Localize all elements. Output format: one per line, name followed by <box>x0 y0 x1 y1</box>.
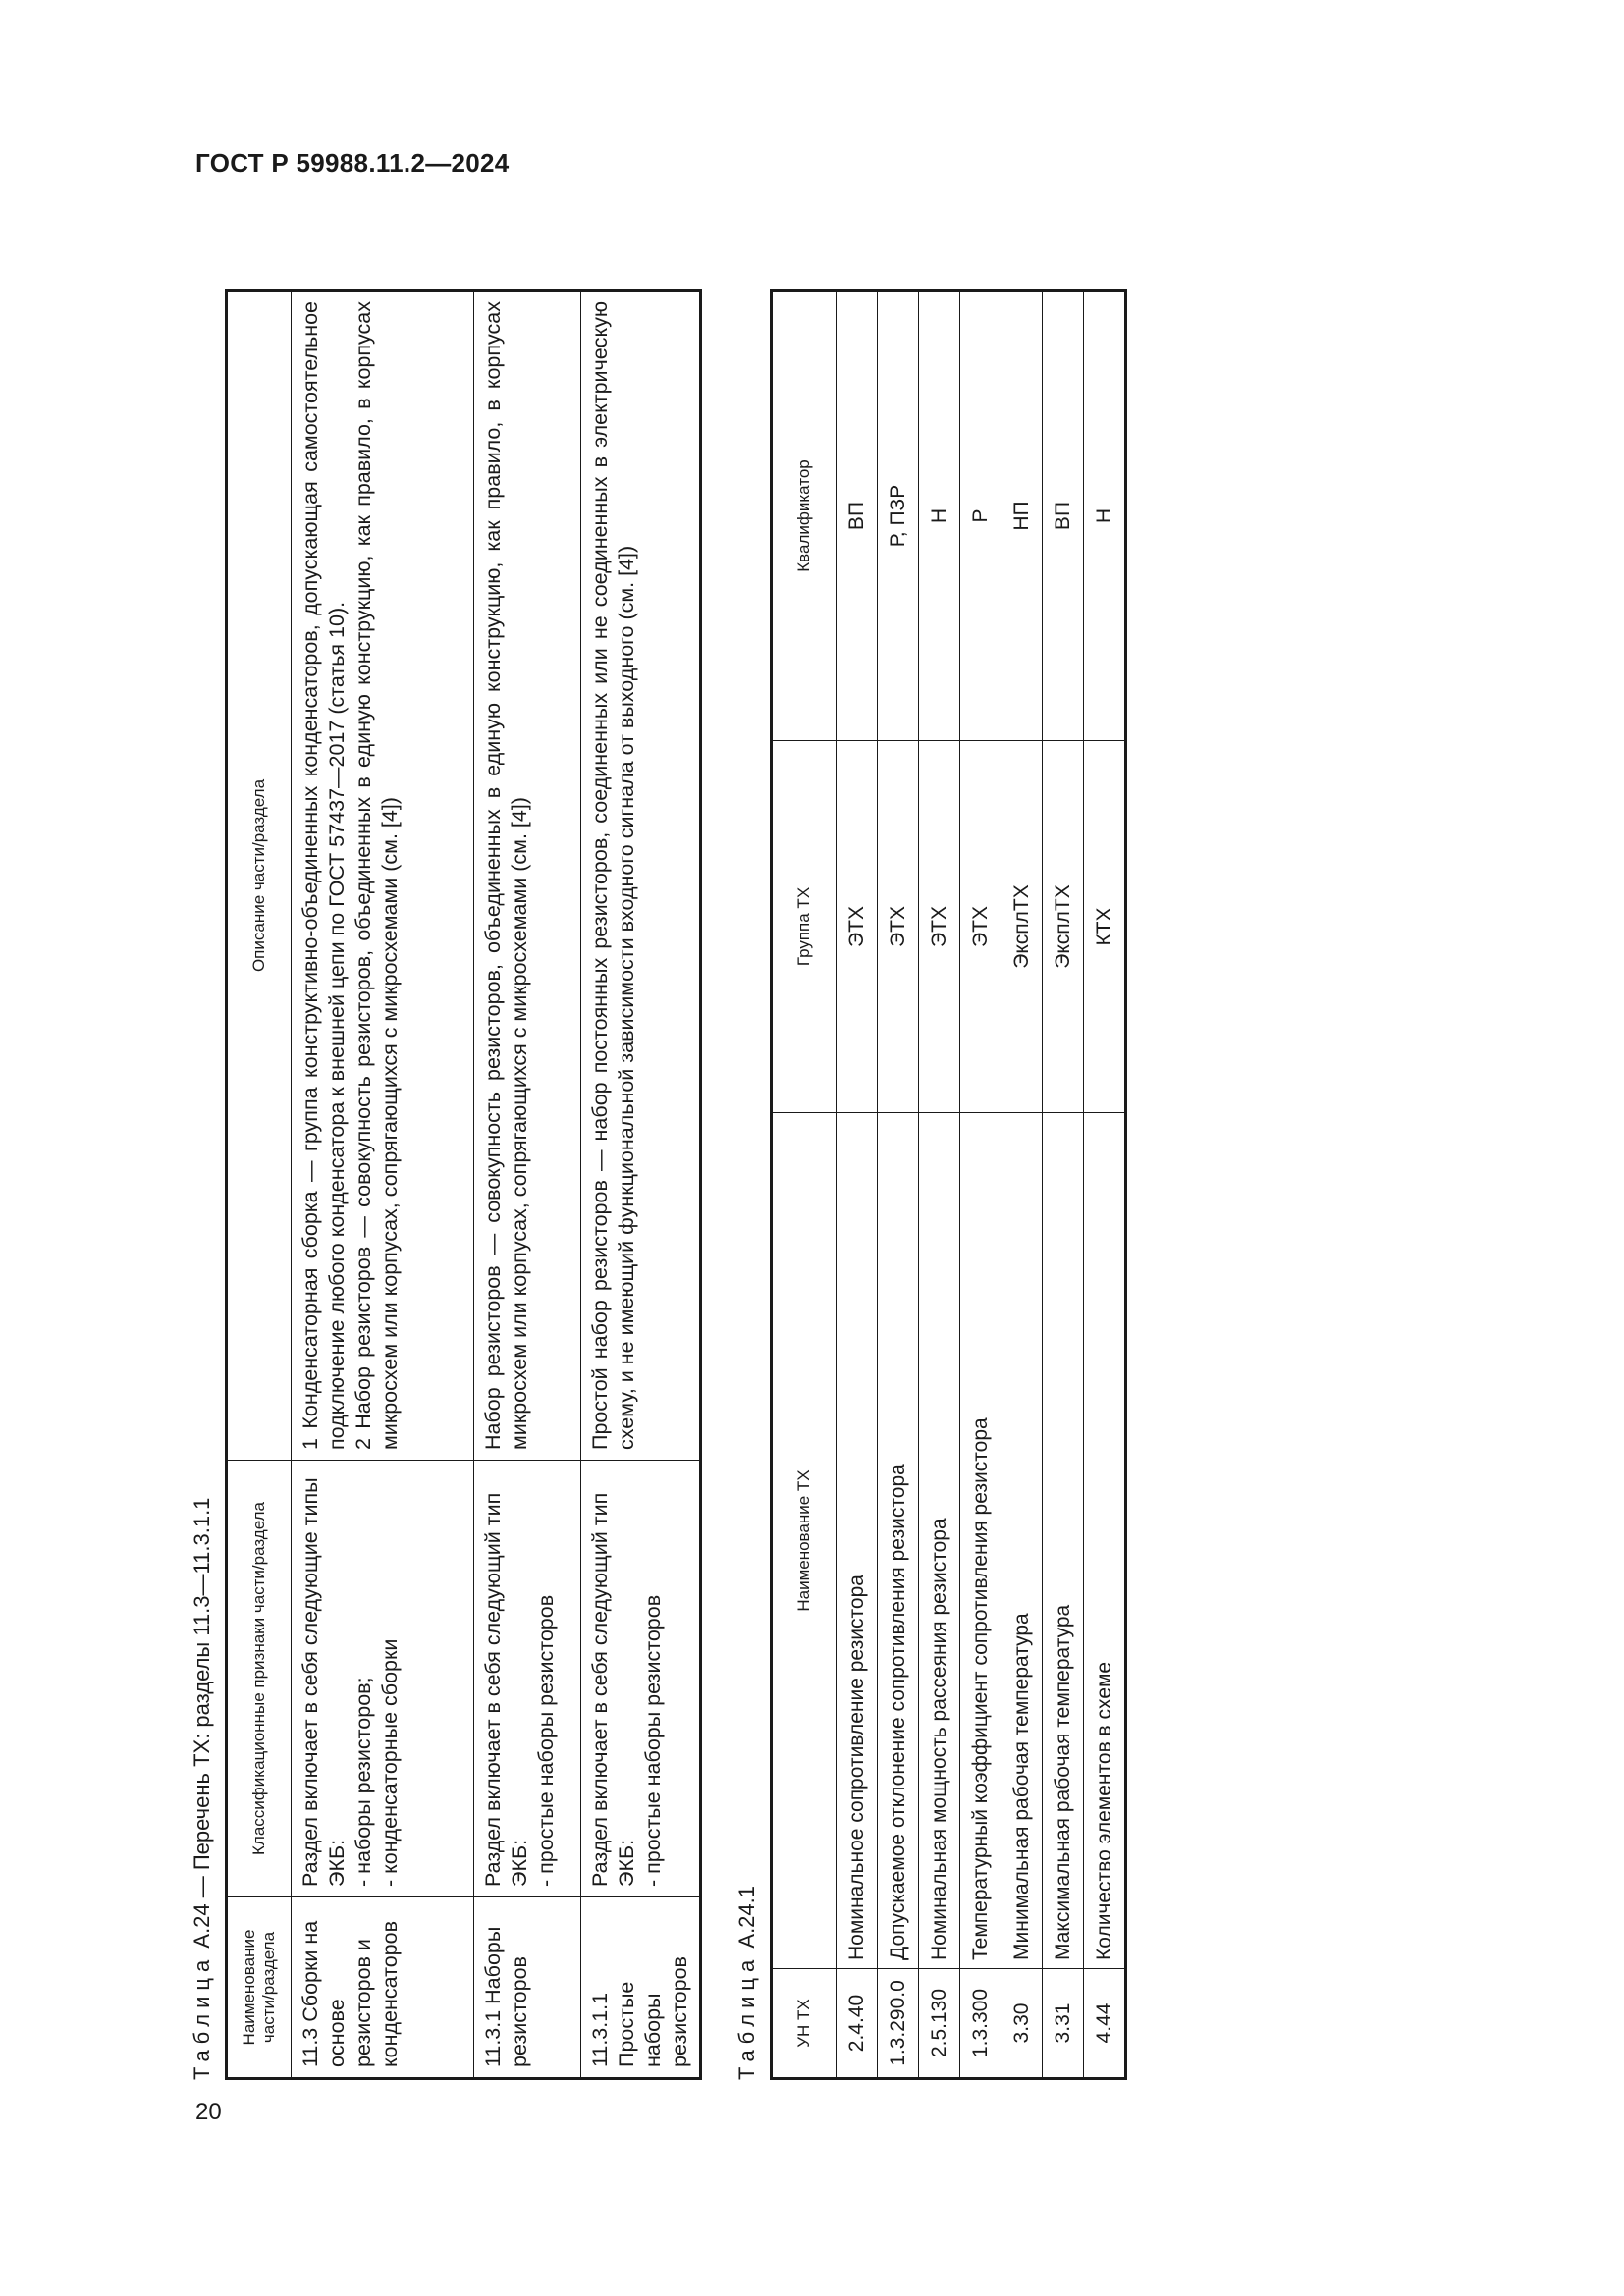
table-a24-1-frame <box>732 235 1127 2080</box>
table-row <box>1084 291 1126 2079</box>
column-header-code: УН ТХ <box>772 1969 837 2079</box>
page-number: 20 <box>195 2099 222 2125</box>
tx-code: 3.31 <box>1043 1969 1084 2079</box>
description-paragraph: 2 Набор резисторов — совокупность резисторов, объединенных в единую конструкцию, как правило, в корпусах микросхем или корпусах, сопрягающихся с микросхемами (см. [4]) <box>352 301 402 1450</box>
tx-name: Количество элементов в схеме <box>1084 1113 1126 1969</box>
tx-name: Минимальная рабочая температура <box>1001 1113 1043 1969</box>
tx-qualifier: ВП <box>1043 291 1084 741</box>
tx-group: КТХ <box>1084 741 1126 1113</box>
tx-qualifier: Р <box>960 291 1001 741</box>
feature-line: Раздел включает в себя следующий тип ЭКБ: <box>588 1492 638 1887</box>
tx-group: ЭксплТХ <box>1001 741 1043 1113</box>
section-description <box>474 291 581 1461</box>
table-row <box>878 291 919 2079</box>
section-name: 11.3 Сборки на основе резисторов и конденсаторов <box>292 1897 474 2079</box>
table-a24-1 <box>770 289 1127 2080</box>
feature-line: - простые наборы резисторов <box>641 1594 665 1887</box>
tx-code: 1.3.290.0 <box>878 1969 919 2079</box>
tx-qualifier: Р, ПЗР <box>878 291 919 741</box>
section-features <box>292 1461 474 1897</box>
table-a24-frame <box>188 235 702 2080</box>
tx-name: Температурный коэффициент сопротивления резистора <box>960 1113 1001 1969</box>
tx-code: 2.5.130 <box>919 1969 960 2079</box>
table-row <box>1001 291 1043 2079</box>
tx-qualifier: Н <box>919 291 960 741</box>
table-row <box>292 291 474 2079</box>
tx-code: 3.30 <box>1001 1969 1043 2079</box>
table-row <box>581 291 701 2079</box>
caption-prefix: Таблица <box>734 1953 759 2080</box>
tx-group: ЭТХ <box>878 741 919 1113</box>
caption-prefix: Таблица <box>189 1953 214 2080</box>
feature-line: - наборы резисторов; <box>352 1677 375 1887</box>
tx-name: Максимальная рабочая температура <box>1043 1113 1084 1969</box>
feature-line: - конденсаторные сборки <box>378 1638 402 1887</box>
table-header-row <box>227 291 292 2079</box>
feature-line: - простые наборы резисторов <box>534 1594 558 1887</box>
tx-code: 2.4.40 <box>837 1969 878 2079</box>
section-description <box>292 291 474 1461</box>
feature-line: Раздел включает в себя следующий тип ЭКБ: <box>481 1492 531 1887</box>
caption-text: А.24.1 <box>734 1886 759 1949</box>
tx-group: ЭксплТХ <box>1043 741 1084 1113</box>
column-header-qualifier: Квалификатор <box>772 291 837 741</box>
column-header-features: Классификационные признаки части/раздела <box>227 1461 292 1897</box>
feature-line: Раздел включает в себя следующие типы ЭКБ: <box>298 1477 349 1887</box>
tx-qualifier: ВП <box>837 291 878 741</box>
description-paragraph: 1 Конденсаторная сборка — группа конструктивно-объединенных конденсаторов, допускающая самостоятельное подключение любого конденсатора к внешней цепи по ГОСТ 57437—2017 (статья 10). <box>298 301 349 1450</box>
column-header-group: Группа ТХ <box>772 741 837 1113</box>
tx-code: 4.44 <box>1084 1969 1126 2079</box>
tx-group: ЭТХ <box>837 741 878 1113</box>
table-a24-1-caption <box>732 235 770 2080</box>
table-header-row <box>772 291 837 2079</box>
tx-name: Допускаемое отклонение сопротивления резистора <box>878 1113 919 1969</box>
table-a24-caption <box>188 235 225 2080</box>
table-row <box>919 291 960 2079</box>
column-header-name: Наименование части/раздела <box>227 1897 292 2079</box>
description-paragraph: Набор резисторов — совокупность резисторов, объединенных в единую конструкцию, как правило, в корпусах микросхем или корпусах, сопрягающихся с микросхемами (см. [4]) <box>481 301 531 1450</box>
column-header-name: Наименование ТХ <box>772 1113 837 1969</box>
tx-qualifier: НП <box>1001 291 1043 741</box>
description-paragraph: Простой набор резисторов — набор постоянных резисторов, соединенных или не соединенных в электрическую схему, и не имеющий функциональной зависимости входного сигнала от выходного (см. [4]) <box>588 301 638 1450</box>
section-features <box>474 1461 581 1897</box>
table-row <box>1043 291 1084 2079</box>
document-header: ГОСТ Р 59988.11.2—2024 <box>195 148 510 178</box>
tx-code: 1.3.300 <box>960 1969 1001 2079</box>
table-a24 <box>225 289 702 2080</box>
caption-text: А.24 — Перечень ТХ: разделы 11.3—11.3.1.1 <box>189 1497 214 1949</box>
section-name: 11.3.1.1 Простые наборы резисторов <box>581 1897 701 2079</box>
table-row <box>960 291 1001 2079</box>
table-row <box>474 291 581 2079</box>
tx-group: ЭТХ <box>919 741 960 1113</box>
tx-group: ЭТХ <box>960 741 1001 1113</box>
section-name: 11.3.1 Наборы резисторов <box>474 1897 581 2079</box>
column-header-description: Описание части/раздела <box>227 291 292 1461</box>
section-description <box>581 291 701 1461</box>
tx-name: Номинальная мощность рассеяния резистора <box>919 1113 960 1969</box>
tx-name: Номинальное сопротивление резистора <box>837 1113 878 1969</box>
section-features <box>581 1461 701 1897</box>
tx-qualifier: Н <box>1084 291 1126 741</box>
table-row <box>837 291 878 2079</box>
